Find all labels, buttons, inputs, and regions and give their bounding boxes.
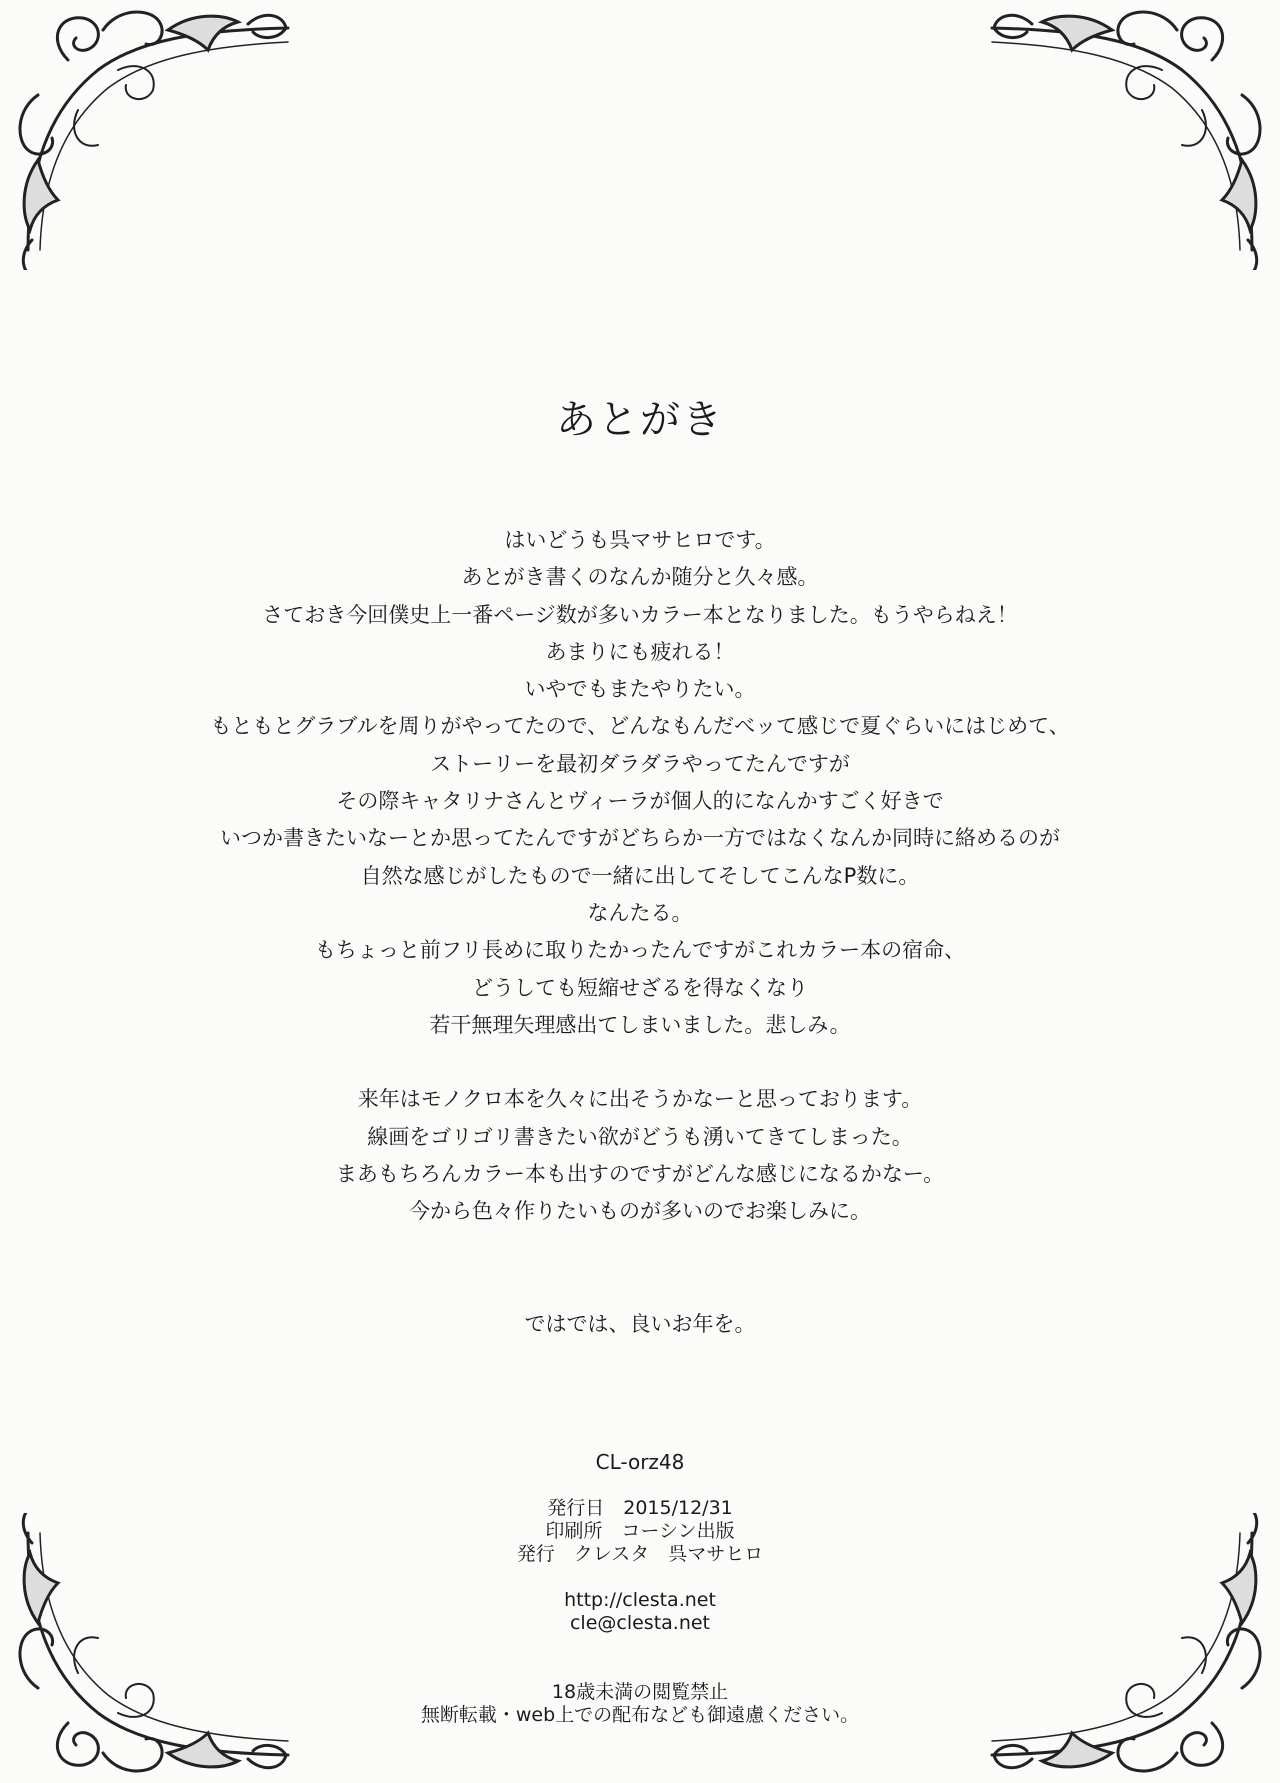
page-title: あとがき xyxy=(556,397,724,443)
printer: 印刷所 コーシン出版 xyxy=(545,1520,735,1542)
body-line: その際キャタリナさんとヴィーラが個人的になんかすごく好きで xyxy=(336,789,944,814)
colophon-code: CL-orz48 xyxy=(595,1450,685,1474)
body-line: さておき今回僕史上一番ページ数が多いカラー本となりました。もうやらねえ！ xyxy=(262,602,1018,627)
body-line: 来年はモノクロ本を久々に出そうかなーと思っております。 xyxy=(357,1087,923,1112)
colophon-info xyxy=(0,1497,1280,1566)
corner-ornament-top-left xyxy=(8,0,308,270)
website-url: http://clesta.net xyxy=(564,1589,716,1611)
body-line: あとがき書くのなんか随分と久々感。 xyxy=(461,565,819,590)
body-line: 自然な感じがしたもので一緒に出してそしてこんなP数に。 xyxy=(360,863,920,888)
body-line: 若干無理矢理感出てしまいました。悲しみ。 xyxy=(429,1012,851,1037)
body-line: いつか書きたいなーとか思ってたんですがどちらか一方ではなくなんか同時に絡めるのが xyxy=(220,826,1060,851)
body-line: 線画をゴリゴリ書きたい欲がどうも湧いてきてしまった。 xyxy=(367,1124,913,1149)
notices xyxy=(0,1681,1280,1727)
publish-date: 発行日 2015/12/31 xyxy=(547,1497,733,1519)
body-line: なんたる。 xyxy=(587,900,693,925)
reprint-notice: 無断転載・web上での配布なども御遠慮ください。 xyxy=(420,1704,860,1726)
body-line: いやでもまたやりたい。 xyxy=(524,677,756,702)
body-line: もともとグラブルを周りがやってたので、どんなもんだべッて感じで夏ぐらいにはじめて、 xyxy=(210,714,1070,739)
body-line: はいどうも呉マサヒロです。 xyxy=(504,528,776,552)
closing-line: ではでは、良いお年を。 xyxy=(524,1312,756,1336)
body-line: どうしても短縮せざるを得なくなり xyxy=(472,975,808,1000)
body-line: もちょっと前フリ長めに取りたかったんですがこれカラー本の宿命、 xyxy=(314,938,966,963)
corner-ornament-top-right xyxy=(972,0,1272,270)
age-notice: 18歳未満の閲覧禁止 xyxy=(551,1681,729,1703)
email-address: cle@clesta.net xyxy=(569,1612,711,1634)
contact-info xyxy=(0,1589,1280,1635)
publisher: 発行 クレスタ 呉マサヒロ xyxy=(516,1543,764,1565)
body-line: あまりにも疲れる！ xyxy=(545,639,735,664)
body-line: ストーリーを最初ダラダラやってたんですが xyxy=(430,751,850,776)
afterword-body xyxy=(0,522,1280,1231)
body-line: まあもちろんカラー本も出すのですがどんな感じになるかなー。 xyxy=(335,1162,945,1187)
body-line xyxy=(0,1044,1280,1081)
body-line: 今から色々作りたいものが多いのでお楽しみに。 xyxy=(409,1199,871,1224)
